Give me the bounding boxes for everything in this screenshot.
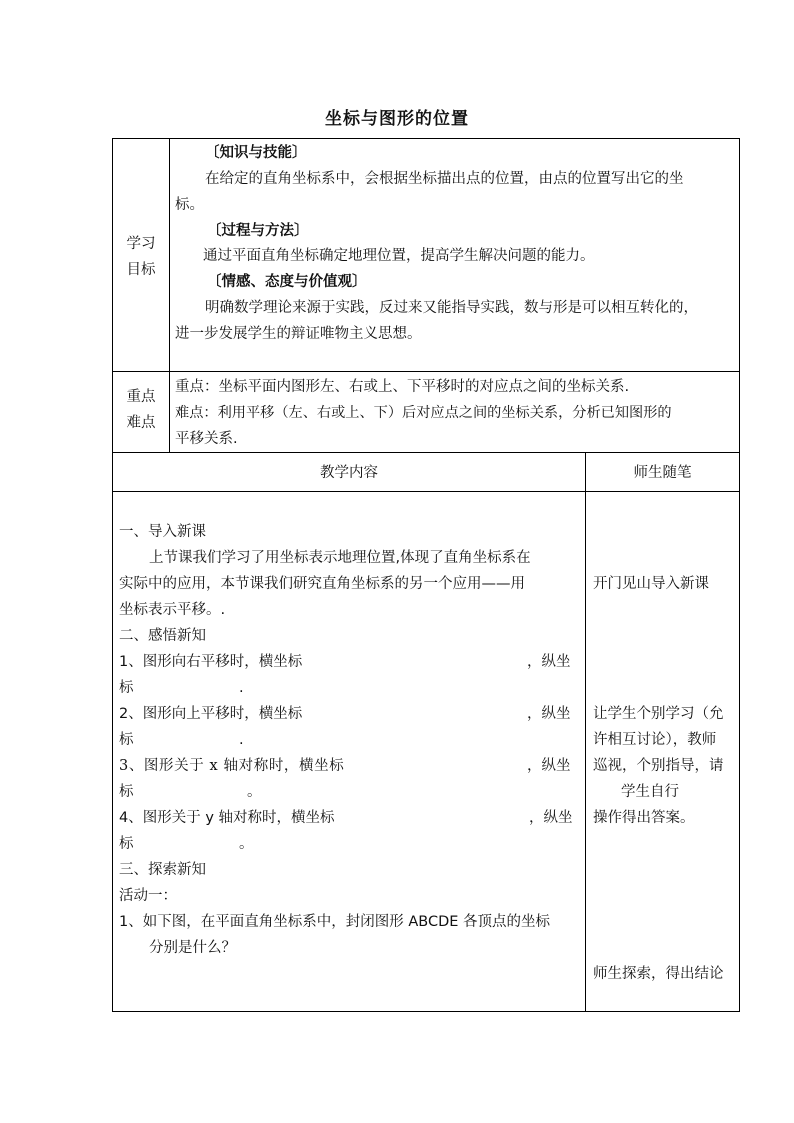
question-2-line2: 标: [119, 732, 134, 748]
notes-header: 师生随笔: [633, 465, 692, 481]
question-2-text: 2、图形向上平移时，横坐标: [119, 706, 303, 722]
activity-label: 活动一：: [119, 888, 177, 904]
section-explore-heading: 三、探索新知: [119, 862, 206, 878]
activity-question-line2: 分别是什么？: [149, 940, 236, 956]
column-divider: [169, 139, 170, 452]
row-divider: [113, 371, 739, 372]
column-divider: [585, 452, 586, 1012]
question-4-text: 4、图形关于 y 轴对称时，横坐标: [119, 810, 335, 826]
question-1-line2: 标: [119, 680, 134, 696]
note-guidance-line4: 学生自行: [621, 784, 679, 800]
question-3-line2: 标: [119, 784, 134, 800]
key-points-label-line2: 难点: [126, 415, 156, 431]
question-1-text: 1、图形向右平移时，横坐标: [119, 654, 303, 670]
emotion-heading: 〔情感、态度与价值观〕: [207, 273, 367, 290]
note-explore: 师生探索，得出结论: [593, 966, 724, 982]
emotion-text-line2: 进一步发展学生的辩证唯物主义思想。: [175, 326, 422, 342]
question-4-tail: ，纵坐: [529, 810, 573, 826]
objectives-label-line2: 目标: [126, 262, 156, 278]
knowledge-heading: 〔知识与技能〕: [205, 144, 307, 161]
question-3-tail: ，纵坐: [527, 758, 571, 774]
objectives-label: [113, 231, 169, 283]
row-divider: [113, 491, 739, 492]
question-2-tail: ，纵坐: [527, 706, 571, 722]
objectives-label-line1: 学习: [126, 236, 156, 252]
question-3-end: 。: [247, 784, 262, 800]
note-guidance-line5: 操作得出答案。: [593, 810, 695, 826]
difficulty-text-line1: 难点：利用平移（左、右或上、下）后对应点之间的坐标关系，分析已知图形的: [175, 405, 672, 421]
note-guidance-line1: 让学生个别学习（允: [593, 706, 724, 722]
key-points-label: [113, 384, 169, 436]
question-4-end: 。: [239, 836, 254, 852]
key-point-text: 重点：坐标平面内图形左、右或上、下平移时的对应点之间的坐标关系.: [175, 379, 630, 395]
activity-question-line1: 1、如下图，在平面直角坐标系中，封闭图形 ABCDE 各顶点的坐标: [119, 914, 551, 930]
lesson-table: [112, 138, 740, 1012]
question-2-end: .: [239, 732, 244, 748]
knowledge-text-line2: 标。: [175, 197, 204, 213]
note-intro: 开门见山导入新课: [593, 576, 709, 592]
question-3-text: 3、图形关于 x 轴对称时，横坐标: [119, 758, 345, 774]
content-header: 教学内容: [320, 465, 378, 481]
key-points-label-line1: 重点: [126, 389, 156, 405]
section-intro-text-line1: 上节课我们学习了用坐标表示地理位置,体现了直角坐标系在: [149, 550, 531, 566]
note-guidance-line3: 巡视，个别指导，请: [593, 758, 724, 774]
page-title: 坐标与图形的位置: [325, 109, 469, 129]
question-1-end: .: [239, 680, 244, 696]
row-divider: [113, 452, 739, 453]
section-intro-heading: 一、导入新课: [119, 524, 206, 540]
section-perceive-heading: 二、感悟新知: [119, 628, 206, 644]
process-heading: 〔过程与方法〕: [207, 222, 309, 239]
question-1-tail: ，纵坐: [527, 654, 571, 670]
note-guidance-line2: 许相互讨论），教师: [593, 732, 717, 748]
section-intro-text-line3: 坐标表示平移。.: [119, 602, 226, 618]
question-4-line2: 标: [119, 836, 134, 852]
knowledge-text-line1: 在给定的直角坐标系中，会根据坐标描出点的位置，由点的位置写出它的坐: [205, 171, 684, 187]
difficulty-text-line2: 平移关系.: [175, 431, 238, 447]
process-text-line1: 通过平面直角坐标确定地理位置，提高学生解决问题的能力。: [203, 248, 595, 264]
section-intro-text-line2: 实际中的应用，本节课我们研究直角坐标系的另一个应用——用: [119, 576, 525, 592]
emotion-text-line1: 明确数学理论来源于实践，反过来又能指导实践，数与形是可以相互转化的，: [205, 300, 698, 316]
